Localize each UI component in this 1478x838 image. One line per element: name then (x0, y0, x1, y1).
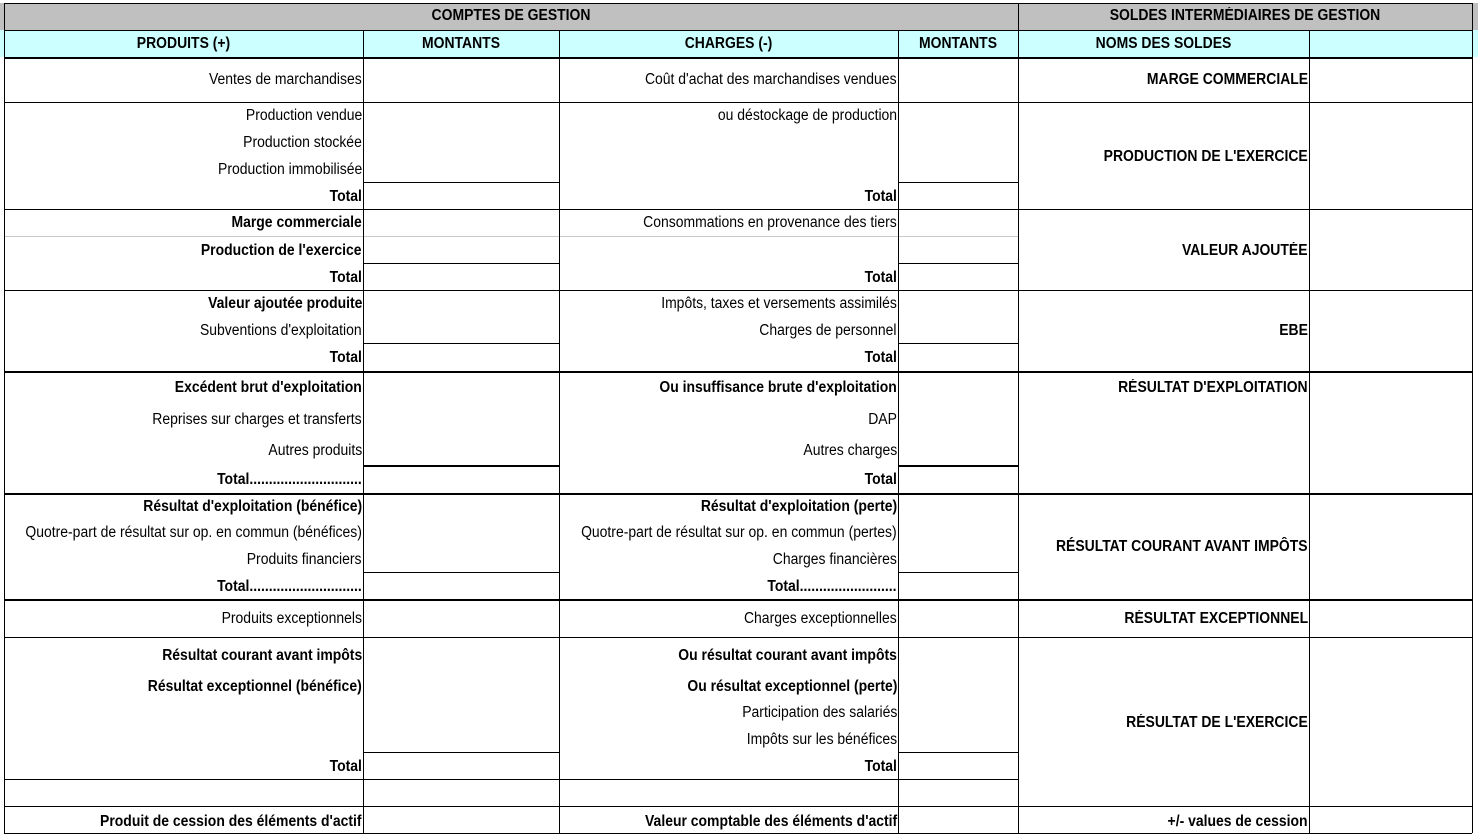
grid-line (4, 779, 1018, 780)
charge-label: Consommations en provenance des tiers (643, 214, 897, 231)
produit-label: Production immobilisée (217, 161, 362, 178)
grid-line (898, 752, 1018, 753)
grid-line (363, 572, 559, 573)
charge-total-label: Total (864, 758, 897, 775)
grid-line (4, 290, 1472, 291)
grid-line (1018, 3, 1019, 833)
produit-total-label: Total (329, 349, 362, 366)
charge-label: DAP (868, 411, 897, 428)
charge-label: Autres charges (803, 442, 897, 459)
montants-column-header: MONTANTS (918, 35, 998, 52)
solde-name: RÉSULTAT COURANT AVANT IMPÔTS (1056, 538, 1308, 555)
charge-label: Ou résultat exceptionnel (perte) (686, 678, 897, 695)
charge-total-label: Total (864, 188, 897, 205)
grid-line (363, 263, 559, 264)
produits-column-header: PRODUITS (+) (136, 35, 231, 52)
grid-line (4, 493, 1472, 495)
montants-column-header: MONTANTS (421, 35, 501, 52)
grid-line (4, 637, 1472, 638)
grid-line (4, 30, 1472, 31)
grid-line (1309, 30, 1310, 833)
charge-label: Ou résultat courant avant impôts (678, 647, 897, 664)
grid-line (898, 182, 1018, 183)
produit-total-label: Total............................. (217, 578, 362, 595)
grid-line (898, 30, 899, 833)
produit-label: Ventes de marchandises (209, 71, 362, 88)
grid-line (4, 3, 1472, 4)
noms-des-soldes-column-header: NOMS DES SOLDES (1095, 35, 1232, 52)
produit-label: Autres produits (268, 442, 362, 459)
charge-label: Quotre-part de résultat sur op. en commun (pertes) (581, 524, 897, 541)
solde-name: RÉSULTAT DE L'EXERCICE (1126, 714, 1308, 731)
charge-label: Impôts sur les bénéfices (746, 731, 897, 748)
produit-label: Excédent brut d'exploitation (174, 379, 362, 396)
solde-name: VALEUR AJOUTÉE (1182, 242, 1308, 259)
produit-label: Production stockée (243, 134, 362, 151)
produit-total-label: Total (329, 758, 362, 775)
grid-line (363, 465, 559, 467)
grid-line (898, 572, 1018, 573)
produit-label: Produits exceptionnels (221, 610, 362, 627)
charge-total-label: Total......................... (767, 578, 897, 595)
solde-name: +/- values de cession (1168, 813, 1308, 830)
produit-label: Marge commerciale (231, 214, 362, 231)
grid-line (898, 343, 1018, 344)
produit-total-label: Total (329, 188, 362, 205)
grid-line (4, 599, 1472, 601)
charge-label: Charges financières (772, 551, 897, 568)
grid-line (4, 806, 1472, 807)
grid-line (4, 236, 1018, 237)
grid-line (1472, 3, 1473, 833)
grid-line (363, 343, 559, 344)
grid-line (4, 209, 1472, 210)
grid-line (4, 57, 1472, 59)
grid-line (898, 465, 1018, 467)
soldes-intermediaires-header: SOLDES INTERMÉDIAIRES DE GESTION (1109, 7, 1381, 24)
solde-name: EBE (1279, 322, 1308, 339)
charge-label: Participation des salariés (741, 704, 897, 721)
charge-label: Charges exceptionnelles (744, 610, 897, 627)
comptes-de-gestion-header: COMPTES DE GESTION (431, 7, 591, 24)
charge-label: Charges de personnel (759, 322, 897, 339)
charge-label: Valeur comptable des éléments d'actif (644, 813, 897, 830)
produit-label: Valeur ajoutée produite (207, 295, 362, 312)
charge-label: Impôts, taxes et versements assimilés (661, 295, 897, 312)
grid-line (4, 371, 1472, 373)
grid-line (4, 102, 1472, 103)
charge-label: Ou insuffisance brute d'exploitation (659, 379, 897, 396)
produit-label: Résultat exceptionnel (bénéfice) (148, 678, 362, 695)
charges-column-header: CHARGES (-) (684, 35, 773, 52)
produit-label: Production de l'exercice (201, 242, 362, 259)
produit-total-label: Total (329, 269, 362, 286)
grid-line (363, 752, 559, 753)
charge-label: Résultat d'exploitation (perte) (700, 498, 897, 515)
charge-total-label: Total (864, 471, 897, 488)
solde-name: PRODUCTION DE L'EXERCICE (1103, 148, 1308, 165)
produit-label: Produit de cession des éléments d'actif (100, 813, 362, 830)
produit-label: Reprises sur charges et transferts (152, 411, 362, 428)
charge-total-label: Total (864, 269, 897, 286)
produit-label: Résultat courant avant impôts (162, 647, 362, 664)
produit-label: Quotre-part de résultat sur op. en commun (bénéfices) (25, 524, 362, 541)
produit-label: Production vendue (245, 107, 362, 124)
produit-total-label: Total............................. (217, 471, 362, 488)
produit-label: Résultat d'exploitation (bénéfice) (143, 498, 362, 515)
grid-line (898, 263, 1018, 264)
grid-line (363, 182, 559, 183)
solde-name: RÉSULTAT EXCEPTIONNEL (1124, 610, 1308, 627)
solde-name: RÉSULTAT D'EXPLOITATION (1118, 379, 1308, 396)
charge-label: Coût d'achat des marchandises vendues (645, 71, 897, 88)
solde-name: MARGE COMMERCIALE (1146, 71, 1308, 88)
grid-line (559, 30, 560, 833)
grid-line (4, 3, 5, 833)
charge-total-label: Total (864, 349, 897, 366)
produit-label: Subventions d'exploitation (200, 322, 362, 339)
grid-line (363, 30, 364, 833)
grid-line (4, 833, 1472, 834)
charge-label: ou déstockage de production (717, 107, 897, 124)
produit-label: Produits financiers (247, 551, 362, 568)
